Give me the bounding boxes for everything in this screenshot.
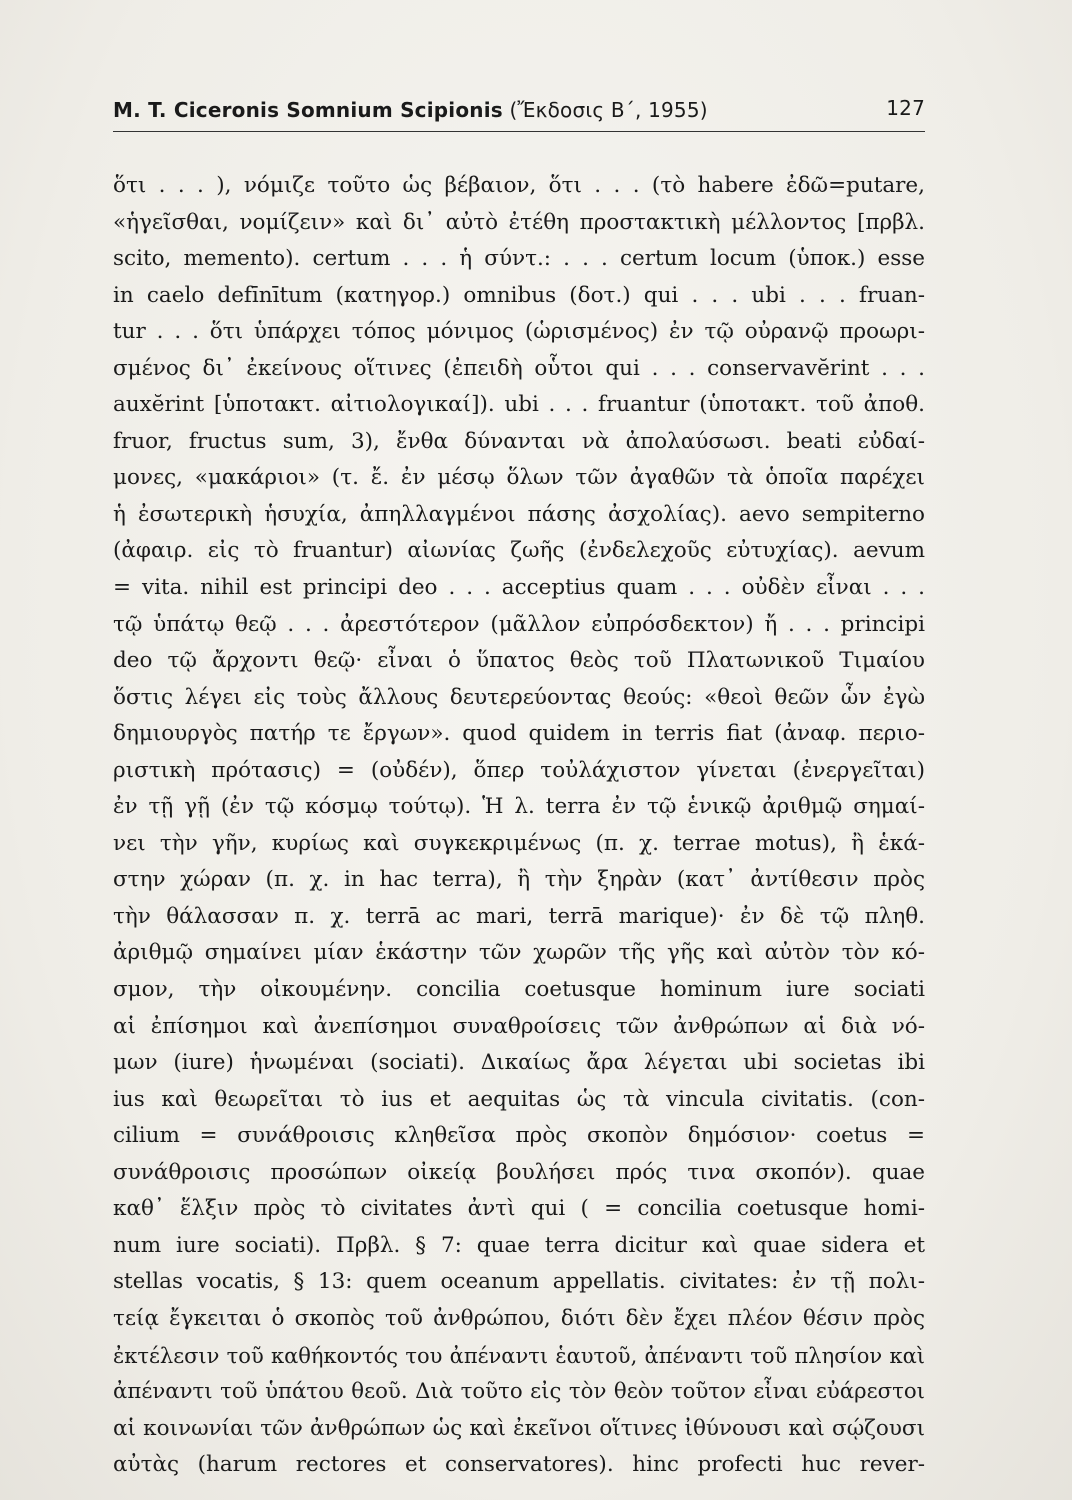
running-title bbox=[113, 98, 708, 122]
text-line: συνάθροισις προσώπων οἰκείᾳ βουλήσει πρός τινα σκοπόν). quae bbox=[113, 1159, 925, 1185]
text-line: τῷ ὑπάτῳ θεῷ . . . ἀρεστότερον (μᾶλλον εὐπρόσδεκτον) ἤ . . . principi bbox=[113, 611, 925, 637]
text-line: cilium = συνάθροισις κληθεῖσα πρὸς σκοπὸν δημόσιον· coetus = bbox=[113, 1123, 925, 1149]
text-line: auxĕrint [ὑποτακτ. αἰτιολογικαί]). ubi . . . fruantur (ὑποτακτ. τοῦ ἀποθ. bbox=[113, 392, 925, 418]
text-line: τείᾳ ἔγκειται ὁ σκοπὸς τοῦ ἀνθρώπου, διότι δὲν ἔχει πλέον θέσιν πρὸς bbox=[113, 1305, 925, 1331]
text-line: μων (iure) ἡνωμέναι (sociati). Δικαίως ἄρα λέγεται ubi societas ibi bbox=[113, 1050, 925, 1076]
text-line: deo τῷ ἄρχοντι θεῷ· εἶναι ὁ ὕπατος θεὸς τοῦ Πλατωνικοῦ Τιμαίου bbox=[113, 648, 925, 674]
text-line: fruor, fructus sum, 3), ἔνθα δύνανται νὰ ἀπολαύσωσι. beati εὐδαί- bbox=[113, 428, 925, 454]
text-line: καθ᾿ ἕλξιν πρὸς τὸ civitates ἀντὶ qui ( = concilia coetusque homi- bbox=[113, 1196, 925, 1222]
page-number: 127 bbox=[886, 96, 925, 120]
text-line: ὅστις λέγει εἰς τοὺς ἄλλους δευτερεύοντας θεούς: «θεοὶ θεῶν ὧν ἐγὼ bbox=[113, 684, 925, 710]
text-line: τὴν θάλασσαν π. χ. terrā ac mari, terrā marique)· ἐν δὲ τῷ πληθ. bbox=[113, 903, 925, 929]
text-line: στην χώραν (π. χ. in hac terra), ἢ τὴν ξηρὰν (κατ᾿ ἀντίθεσιν πρὸς bbox=[113, 867, 925, 893]
text-line: in caelo defīnītum (κατηγορ.) omnibus (δοτ.) qui . . . ubi . . . fruan- bbox=[113, 282, 925, 308]
text-line: = vita. nihil est principi deo . . . acceptius quam . . . οὐδὲν εἶναι . . . bbox=[113, 575, 925, 601]
text-line: ἀπέναντι τοῦ ὑπάτου θεοῦ. Διὰ τοῦτο εἰς τὸν θεὸν τοῦτον εἶναι εὐάρεστοι bbox=[113, 1379, 925, 1405]
text-line: stellas vocatis, § 13: quem oceanum appellatis. civitates: ἐν τῇ πολι- bbox=[113, 1269, 925, 1295]
book-title: M. T. Ciceronis Somnium Scipionis bbox=[113, 98, 503, 122]
text-line: ἐκτέλεσιν τοῦ καθήκοντός του ἀπέναντι ἑαυτοῦ, ἀπέναντι τοῦ πλησίον καὶ bbox=[113, 1343, 925, 1368]
text-line: (ἀφαιρ. εἰς τὸ fruantur) αἰωνίας ζωῆς (ἐνδελεχοῦς εὐτυχίας). aevum bbox=[113, 538, 925, 564]
commentary-text bbox=[113, 168, 925, 1484]
text-line: num iure sociati). Πρβλ. § 7: quae terra dicitur καὶ quae sidera et bbox=[113, 1232, 925, 1258]
text-line: μονες, «μακάριοι» (τ. ἔ. ἐν μέσῳ ὅλων τῶν ἀγαθῶν τὰ ὁποῖα παρέχει bbox=[113, 465, 925, 491]
text-line: σμον, τὴν οἰκουμένην. concilia coetusque hominum iure sociati bbox=[113, 977, 925, 1003]
header-rule bbox=[113, 131, 925, 132]
text-line: αἱ κοινωνίαι τῶν ἀνθρώπων ὡς καὶ ἐκεῖνοι οἵτινες ἰθύνουσι καὶ σῴζουσι bbox=[113, 1415, 925, 1441]
edition-note: (Ἔκδοσις Β΄, 1955) bbox=[502, 98, 708, 122]
text-line: ἡ ἐσωτερικὴ ἡσυχία, ἀπηλλαγμένοι πάσης ἀσχολίας). aevo sempiterno bbox=[113, 501, 925, 527]
text-line: δημιουργὸς πατήρ τε ἔργων». quod quidem in terris fiat (ἀναφ. περιο- bbox=[113, 721, 925, 747]
text-line: ἀριθμῷ σημαίνει μίαν ἑκάστην τῶν χωρῶν τῆς γῆς καὶ αὐτὸν τὸν κό- bbox=[113, 940, 925, 966]
text-line: ius καὶ θεωρεῖται τὸ ius et aequitas ὡς τὰ vincula civitatis. (con- bbox=[113, 1086, 925, 1112]
text-line: αἱ ἐπίσημοι καὶ ἀνεπίσημοι συναθροίσεις τῶν ἀνθρώπων αἱ διὰ νό- bbox=[113, 1013, 925, 1039]
text-line: σμένος δι᾿ ἐκείνους οἵτινες (ἐπειδὴ οὗτοι qui . . . conservavĕrint . . . bbox=[113, 355, 925, 381]
text-line: αὐτὰς (harum rectores et conservatores). hinc profecti huc rever- bbox=[113, 1452, 925, 1478]
text-line: tur . . . ὅτι ὑπάρχει τόπος μόνιμος (ὡρισμένος) ἐν τῷ οὐρανῷ προωρι- bbox=[113, 319, 925, 345]
text-line: scito, memento). certum . . . ἡ σύντ.: . . . certum locum (ὑποκ.) esse bbox=[113, 246, 925, 272]
text-line: νει τὴν γῆν, κυρίως καὶ συγκεκριμένως (π. χ. terrae motus), ἢ ἑκά- bbox=[113, 830, 925, 856]
running-header bbox=[113, 96, 925, 126]
text-line: «ἡγεῖσθαι, νομίζειν» καὶ δι᾿ αὐτὸ ἐτέθη προστακτικὴ μέλλοντος [πρβλ. bbox=[113, 209, 925, 235]
text-line: ὅτι . . . ), νόμιζε τοῦτο ὡς βέβαιον, ὅτι . . . (τὸ habere ἐδῶ=putare, bbox=[113, 173, 925, 198]
text-line: ἐν τῇ γῇ (ἐν τῷ κόσμῳ τούτῳ). Ἡ λ. terra ἐν τῷ ἑνικῷ ἀριθμῷ σημαί- bbox=[113, 794, 925, 820]
text-line: ριστικὴ πρότασις) = (οὐδέν), ὅπερ τοὐλάχιστον γίνεται (ἐνεργεῖται) bbox=[113, 757, 925, 783]
